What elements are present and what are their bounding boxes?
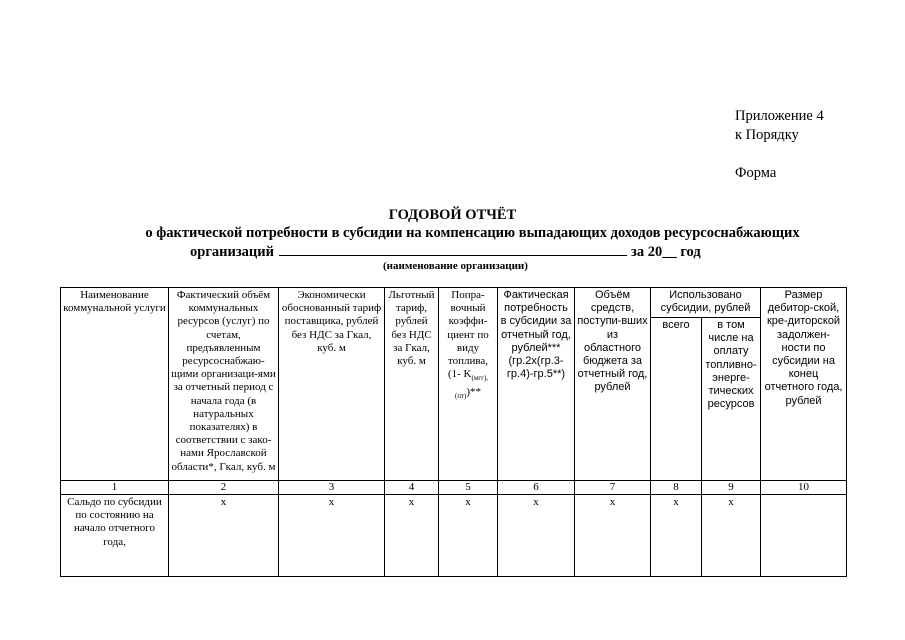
column-number: 8	[651, 481, 702, 495]
column-number: 4	[385, 481, 439, 495]
header-correction-factor	[439, 288, 498, 481]
appendix-title: Приложение 4	[735, 108, 824, 124]
header-debt-size: Размер дебитор-ской, кре-диторской задолжен-ности по субсидии на конец отчетного года, рублей	[761, 288, 847, 481]
header-correction-factor-tail: )**	[466, 385, 482, 398]
header-used-energy: в том числе на оплату топливно-энерге-тических ресурсов	[702, 318, 761, 481]
header-service-name: Наименование коммунальной услуги	[61, 288, 169, 481]
header-funds-received: Объём средств, поступи-вших из областного бюджета за отчетный год, рублей	[575, 288, 651, 481]
column-number: 2	[169, 481, 279, 495]
cell-mark: x	[385, 495, 439, 577]
cell-mark: x	[575, 495, 651, 577]
column-number: 7	[575, 481, 651, 495]
header-actual-volume: Фактический объём коммунальных ресурсов (услуг) по счетам, предъявленным ресурсоснабжаю-щими организаци-ями за отчетный период с начала года (в натуральных показателях) в соответствии с зако-нами Ярославской области*, Гкал, куб. м	[169, 288, 279, 481]
column-number: 6	[498, 481, 575, 495]
table-row	[61, 495, 847, 577]
column-number: 5	[439, 481, 498, 495]
header-economic-tariff: Экономически обоснованный тариф поставщика, рублей без НДС за Гкал, куб. м	[279, 288, 385, 481]
cell-mark: x	[702, 495, 761, 577]
organization-line	[190, 242, 701, 260]
cell-mark: x	[279, 495, 385, 577]
cell-mark: x	[439, 495, 498, 577]
appendix-reference: к Порядку	[735, 127, 799, 143]
cell-mark: x	[498, 495, 575, 577]
report-table	[60, 287, 847, 577]
header-used-total: всего	[651, 318, 702, 481]
header-preferential-tariff: Льготный тариф, рублей без НДС за Гкал, куб. м	[385, 288, 439, 481]
column-number: 9	[702, 481, 761, 495]
report-year: за 20__ год	[631, 244, 701, 260]
table-header-row	[61, 288, 847, 318]
report-title: ГОДОВОЙ ОТЧЁТ	[388, 207, 517, 223]
column-number: 3	[279, 481, 385, 495]
cell-mark: x	[169, 495, 279, 577]
header-subsidy-used: Использовано субсидии, рублей	[651, 288, 761, 318]
column-number: 10	[761, 481, 847, 495]
header-actual-need: Фактическая потребность в субсидии за отчетный год, рублей*** (гр.2х(гр.3-гр.4)-гр.5**)	[498, 288, 575, 481]
organization-prefix: организаций	[190, 244, 274, 260]
report-subtitle: о фактической потребности в субсидии на компенсацию выпадающих доходов ресурсоснабжающих	[145, 225, 800, 241]
column-numbers-row	[61, 481, 847, 495]
appendix-block	[735, 107, 824, 183]
column-number: 1	[61, 481, 169, 495]
header-correction-factor-subscript: (мгг), (пт)	[454, 374, 489, 400]
cell-mark: x	[651, 495, 702, 577]
header-correction-factor-text: Попра-вочный коэффи-циент по виду топлива, (1- K	[447, 289, 489, 381]
organization-name-blank	[279, 242, 627, 256]
row-label-opening-balance: Сальдо по субсидии по состоянию на начало отчетного года,	[61, 495, 169, 577]
form-label: Форма	[735, 165, 777, 181]
organization-hint: (наименование организации)	[383, 260, 528, 272]
cell-empty	[761, 495, 847, 577]
